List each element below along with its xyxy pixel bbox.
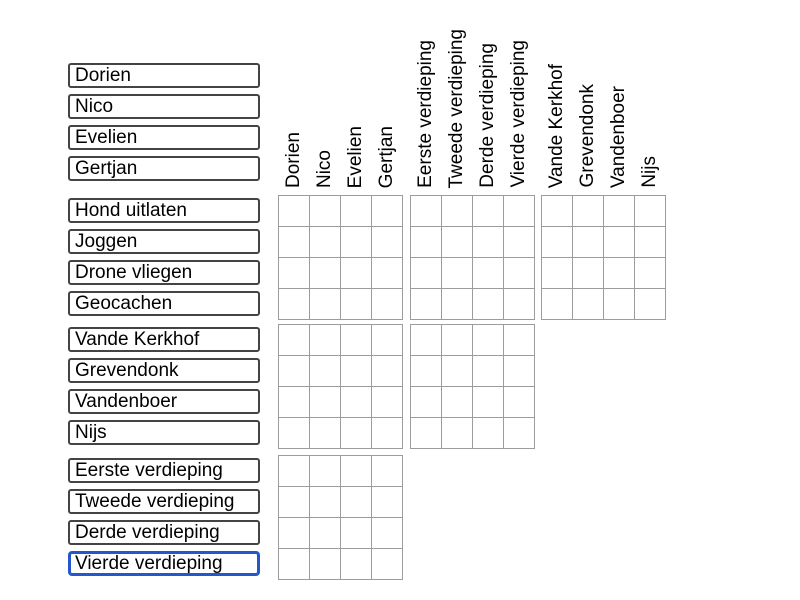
grid-cell[interactable] <box>279 549 310 580</box>
grid-cell[interactable] <box>372 456 403 487</box>
grid-cell[interactable] <box>473 258 504 289</box>
item-box-surnames-3[interactable]: Nijs <box>68 420 260 445</box>
grid-cell[interactable] <box>372 356 403 387</box>
column-header-surnames-3 <box>635 0 666 188</box>
grid-cell[interactable] <box>341 456 372 487</box>
column-header-floors-1 <box>441 0 472 188</box>
item-box-activities-3[interactable]: Geocachen <box>68 291 260 316</box>
grid-cell[interactable] <box>310 289 341 320</box>
item-box-floors-1[interactable]: Tweede verdieping <box>68 489 260 514</box>
grid-cell[interactable] <box>442 356 473 387</box>
grid-cell[interactable] <box>504 356 535 387</box>
column-header-label: Vierde verdieping <box>508 40 530 188</box>
grid-cell[interactable] <box>372 487 403 518</box>
item-box-activities-2[interactable]: Drone vliegen <box>68 260 260 285</box>
item-box-surnames-1[interactable]: Grevendonk <box>68 358 260 383</box>
column-header-floors-3 <box>504 0 535 188</box>
grid-cell[interactable] <box>279 418 310 449</box>
grid-cell[interactable] <box>635 227 666 258</box>
column-header-label: Eerste verdieping <box>414 40 436 188</box>
item-box-names-2[interactable]: Evelien <box>68 125 260 150</box>
header-group-surnames <box>541 0 666 188</box>
column-header-names-3 <box>372 0 403 188</box>
grid-cell[interactable] <box>372 549 403 580</box>
grid-cell[interactable] <box>341 325 372 356</box>
grid-cell[interactable] <box>473 325 504 356</box>
grid-cell[interactable] <box>504 227 535 258</box>
column-header-names-0 <box>278 0 309 188</box>
grid-cell[interactable] <box>310 487 341 518</box>
grid-cell[interactable] <box>310 196 341 227</box>
grid-cell[interactable] <box>604 289 635 320</box>
item-box-surnames-2[interactable]: Vandenboer <box>68 389 260 414</box>
grid-cell[interactable] <box>372 258 403 289</box>
grid-cell[interactable] <box>542 258 573 289</box>
grid-cell[interactable] <box>341 518 372 549</box>
column-header-label: Evelien <box>345 125 367 188</box>
column-header-names-2 <box>341 0 372 188</box>
grid-block-activities-x-floors <box>410 195 535 320</box>
grid-cell[interactable] <box>604 227 635 258</box>
grid-cell[interactable] <box>310 387 341 418</box>
header-group-floors <box>410 0 535 188</box>
column-header-label: Vande Kerkhof <box>545 63 567 188</box>
grid-cell[interactable] <box>372 325 403 356</box>
grid-cell[interactable] <box>372 387 403 418</box>
grid-cell[interactable] <box>542 289 573 320</box>
grid-cell[interactable] <box>279 518 310 549</box>
grid-cell[interactable] <box>473 356 504 387</box>
grid-cell[interactable] <box>411 258 442 289</box>
grid-cell[interactable] <box>604 196 635 227</box>
grid-cell[interactable] <box>635 196 666 227</box>
grid-cell[interactable] <box>442 418 473 449</box>
grid-cell[interactable] <box>310 549 341 580</box>
grid-cell[interactable] <box>473 289 504 320</box>
grid-cell[interactable] <box>310 325 341 356</box>
grid-block-activities-x-names <box>278 195 403 320</box>
column-header-label: Vandenboer <box>608 85 630 188</box>
grid-cell[interactable] <box>604 258 635 289</box>
grid-cell[interactable] <box>310 418 341 449</box>
item-box-floors-3[interactable]: Vierde verdieping <box>68 551 260 576</box>
item-box-surnames-0[interactable]: Vande Kerkhof <box>68 327 260 352</box>
item-box-activities-0[interactable]: Hond uitlaten <box>68 198 260 223</box>
grid-cell[interactable] <box>341 289 372 320</box>
grid-cell[interactable] <box>504 196 535 227</box>
grid-cell[interactable] <box>573 258 604 289</box>
grid-cell[interactable] <box>372 227 403 258</box>
column-header-floors-0 <box>410 0 441 188</box>
column-header-names-1 <box>309 0 340 188</box>
grid-cell[interactable] <box>279 289 310 320</box>
column-header-surnames-1 <box>572 0 603 188</box>
grid-cell[interactable] <box>411 289 442 320</box>
grid-cell[interactable] <box>372 518 403 549</box>
column-header-label: Dorien <box>282 132 304 188</box>
grid-cell[interactable] <box>341 418 372 449</box>
grid-block-surnames-x-names <box>278 324 403 449</box>
grid-cell[interactable] <box>411 227 442 258</box>
column-header-floors-2 <box>473 0 504 188</box>
grid-cell[interactable] <box>411 325 442 356</box>
grid-cell[interactable] <box>504 325 535 356</box>
grid-cell[interactable] <box>442 258 473 289</box>
grid-cell[interactable] <box>310 356 341 387</box>
grid-cell[interactable] <box>411 196 442 227</box>
grid-cell[interactable] <box>341 487 372 518</box>
grid-cell[interactable] <box>279 487 310 518</box>
grid-cell[interactable] <box>372 289 403 320</box>
header-group-names <box>278 0 403 188</box>
grid-cell[interactable] <box>442 289 473 320</box>
grid-cell[interactable] <box>411 418 442 449</box>
grid-cell[interactable] <box>310 258 341 289</box>
grid-cell[interactable] <box>341 356 372 387</box>
column-header-label: Derde verdieping <box>477 43 499 188</box>
grid-cell[interactable] <box>635 258 666 289</box>
grid-cell[interactable] <box>573 196 604 227</box>
grid-cell[interactable] <box>442 325 473 356</box>
grid-cell[interactable] <box>473 418 504 449</box>
column-header-surnames-2 <box>604 0 635 188</box>
column-header-label: Nico <box>313 149 335 188</box>
grid-block-activities-x-surnames <box>541 195 666 320</box>
grid-block-surnames-x-floors <box>410 324 535 449</box>
grid-cell[interactable] <box>411 387 442 418</box>
grid-cell[interactable] <box>310 456 341 487</box>
grid-cell[interactable] <box>442 196 473 227</box>
grid-cell[interactable] <box>473 196 504 227</box>
column-header-label: Grevendonk <box>576 84 598 188</box>
grid-cell[interactable] <box>442 387 473 418</box>
column-header-label: Tweede verdieping <box>445 28 467 188</box>
grid-cell[interactable] <box>372 418 403 449</box>
grid-cell[interactable] <box>341 196 372 227</box>
column-header-label: Gertjan <box>376 125 398 188</box>
grid-cell[interactable] <box>504 418 535 449</box>
grid-cell[interactable] <box>279 196 310 227</box>
grid-cell[interactable] <box>341 227 372 258</box>
grid-cell[interactable] <box>310 518 341 549</box>
grid-cell[interactable] <box>635 289 666 320</box>
grid-cell[interactable] <box>279 387 310 418</box>
grid-cell[interactable] <box>279 356 310 387</box>
grid-cell[interactable] <box>542 196 573 227</box>
grid-block-floors-x-names <box>278 455 403 580</box>
grid-cell[interactable] <box>279 258 310 289</box>
grid-cell[interactable] <box>341 258 372 289</box>
item-box-floors-2[interactable]: Derde verdieping <box>68 520 260 545</box>
grid-cell[interactable] <box>504 289 535 320</box>
item-box-names-0[interactable]: Dorien <box>68 63 260 88</box>
grid-cell[interactable] <box>573 289 604 320</box>
grid-cell[interactable] <box>573 227 604 258</box>
grid-cell[interactable] <box>473 387 504 418</box>
item-box-names-1[interactable]: Nico <box>68 94 260 119</box>
column-header-label: Nijs <box>639 156 661 188</box>
grid-cell[interactable] <box>473 227 504 258</box>
grid-cell[interactable] <box>279 227 310 258</box>
grid-cell[interactable] <box>442 227 473 258</box>
grid-cell[interactable] <box>279 456 310 487</box>
column-header-surnames-0 <box>541 0 572 188</box>
grid-cell[interactable] <box>504 258 535 289</box>
grid-cell[interactable] <box>504 387 535 418</box>
item-box-names-3[interactable]: Gertjan <box>68 156 260 181</box>
item-box-floors-0[interactable]: Eerste verdieping <box>68 458 260 483</box>
grid-cell[interactable] <box>372 196 403 227</box>
grid-cell[interactable] <box>411 356 442 387</box>
grid-cell[interactable] <box>341 549 372 580</box>
grid-cell[interactable] <box>310 227 341 258</box>
grid-cell[interactable] <box>542 227 573 258</box>
grid-cell[interactable] <box>341 387 372 418</box>
item-box-activities-1[interactable]: Joggen <box>68 229 260 254</box>
grid-cell[interactable] <box>279 325 310 356</box>
